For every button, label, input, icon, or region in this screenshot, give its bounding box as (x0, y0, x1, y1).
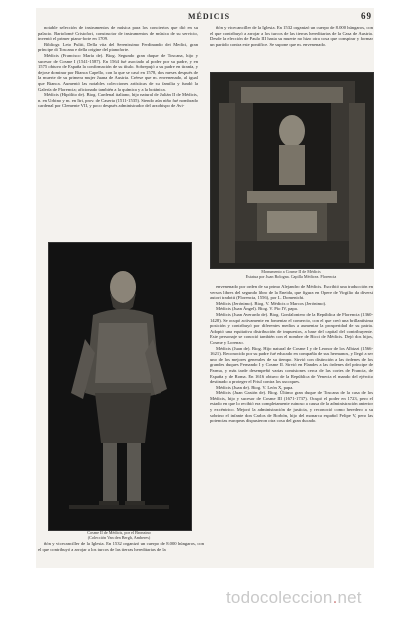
paragraph: Médicis (Juan Gastón de). Biog. Último gran duque de Toscana de la casa de los Médicis, hijo y sucesor de Cosme III (1671-1737). Ocupó el poder en 1723, pero el estado en que lo recibió era completamente ruinoso a causa de la administración anterior y excéntrico. Mejoró la administración de justicia, y reconoció como heredero a su sobrino el infante don Carlos de Borbón, hijo del monarca español Felipe V, pero las potencias europeas dispusieron otra cosa del gran ducado. (210, 390, 373, 424)
paragraph: ñón y vicecanciller de la Iglesia. En 1532 organizó un cuerpo de 8.000 húngaros, con el que contribuyó a arrojar a los turcos de las tierras hereditarias de la Casa de Austria. Desde la elección de Paulo III hasta su muerte no hizo otra cosa que conspirar y formar un partido contra este pontífice. Se supone que m. envenenado. (210, 25, 373, 47)
paragraph: Médicis (Jerónimo). Biog. V. Médicis o Marcos (Jerónimo). (216, 300, 327, 306)
page-number: 69 (361, 11, 372, 21)
monument-photo (210, 72, 374, 269)
portrait-photo (48, 242, 192, 531)
watermark-text: todocoleccion (226, 588, 333, 607)
watermark-dot: . (332, 588, 338, 607)
left-column-bottom-text (38, 541, 204, 567)
document-page (36, 8, 374, 568)
watermark-suffix: net (337, 588, 362, 607)
paragraph: ñón y vicecanciller de la Iglesia. En 1532 organizó un cuerpo de 8.000 húngaros, con el que contribuyó a arrojar a los turcos de las tierras hereditarias de la (38, 541, 204, 552)
portrait-illustration (49, 243, 191, 530)
right-column-text (210, 284, 373, 568)
page-header (36, 10, 374, 22)
paragraph: Bibliogr. Leto Puliti, Della vita del Serenissimo Ferdinando dei Medici, gran príncipe di Toscana e della origine del pianoforte. (38, 41, 198, 53)
paragraph: Médicis (Hipólito de). Biog. Cardenal italiano, hijo natural de Julián II de Médicis, n. en Urbino y m. en Itri, prov. de Caserta (1511-1535). Siendo aún niño fué nombrado cardenal por Clemente VII, y poco después administrador del arzobispo de Avi- (38, 92, 198, 109)
monument-illustration (211, 73, 373, 268)
paragraph: envenenado por orden de su primo Alejandro de Médicis. Escribió una traducción en versos libres del segundo libro de la Eneida, que figura en Opere de Virgilio da diversi autori tradotti (Florencia, 1556), por L. Domenichi. (210, 284, 373, 301)
paragraph: Médicis (Francisco María de). Biog. Segundo gran duque de Toscana, hijo y sucesor de Cosme I (1541-1587). En 1564 fué asociado al poder por su padre, y en 1575 obtuvo de España la confirmación de su título. Sobrepujó a su padre en tiranía, y dejose dominar por Bianca Capello, con la que se casó en 1578, dos meses después de la muerte de su primera mujer Juana de Austria. Créese que m. envenenado, al igual que Bianca. Aumentó las notables colecciones artísticas de su familia y fundó la Galería de Florencia; aficionado también a la química y a la botánica. (38, 52, 198, 92)
right-column-top-text (210, 25, 373, 70)
caption-line: Estatua por Juan Bologna. Capilla Médicea. Florencia (245, 274, 337, 279)
paragraph: Médicis (Juan Averardo de). Biog. Gonfaloniero de la República de Florencia (1360-1428). Se ocupó activamente en fomentar el comercio, con el que creó una brillantísima posición y contribuyó por diferentes medios a aumentar la prosperidad de su patria. Adoptó una equitativa distribución de impuestos, a base del capital del contribuyente. Este personaje se conoció también con el nombre de Bicci de Médicis. Dejó dos hijos, Cosme y Lorenzo. (210, 311, 373, 345)
portrait-caption (46, 530, 192, 540)
caption-line: Monumento a Cosme II de Médicis (261, 269, 321, 274)
page-title: MÉDICIS (188, 11, 231, 21)
paragraph: Médicis (Juan Ángel). Biog. V. Pío IV, papa. (216, 306, 298, 312)
left-column-text (38, 25, 198, 240)
monument-caption (210, 269, 372, 279)
paragraph: Médicis (Juan de). Biog. V. León X, papa. (216, 384, 294, 390)
caption-line: Cosme II de Médicis, por el Bronzino (87, 530, 151, 535)
caption-line: (Colección Van den Bergh, Amberes) (87, 535, 151, 540)
paragraph: Médicis (Juan de). Biog. Hijo natural de Cosme I y de Leonor de los Albizzi (1566-1621). Reconocido por su padre fué educado en compañía de sus hermanos, y llegó a ser uno de los mejores generales de su tiempo. Sirvió con distinción a las órdenes de los grandes duques Fernando I y Cosme II. Sirvió en Flandes a las órdenes del príncipe de Parma, y más tarde desempeñó varias comisiones cerca de las cortes de Francia, de España y de Roma. En 1616 obtuvo de la República de Venecia el mando del ejército destinado a proteger el Friul contra los uscoques. (210, 345, 373, 385)
watermark (226, 588, 362, 608)
paragraph: notable selección de instrumentos de música para los conciertos que dió en su palacio. Bartolomé Cristofori, constructor de instrumentos de música de su servicio, inventó el primer piano-forte en 1709. (38, 25, 198, 42)
